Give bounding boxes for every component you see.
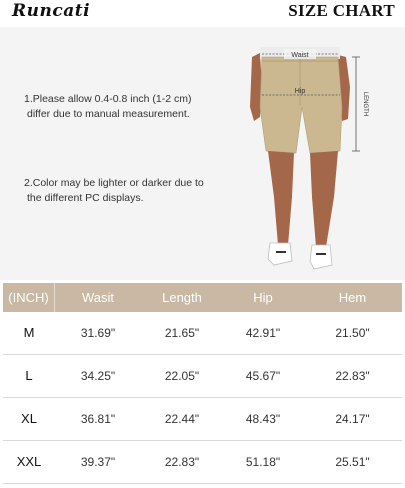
hip-cell: 51.18" xyxy=(245,455,281,469)
hem-cell: 22.83" xyxy=(335,369,370,383)
length-cell: 22.44" xyxy=(164,412,200,426)
length-cell: 21.65" xyxy=(164,326,200,340)
note2-line2: the different PC displays. xyxy=(27,192,144,204)
right-leg xyxy=(310,151,338,247)
waist-cell: 34.25" xyxy=(80,369,116,383)
note1-line1: 1.Please allow 0.4-0.8 inch (1-2 cm) xyxy=(24,93,192,105)
col-unit: (INCH) xyxy=(3,283,55,312)
col-waist: Wasit xyxy=(81,290,115,305)
info-section xyxy=(0,27,405,280)
size-table xyxy=(3,283,402,484)
right-shoe xyxy=(310,245,332,269)
waist-label: Waist xyxy=(291,52,309,59)
hip-cell: 48.43" xyxy=(245,412,281,426)
hem-cell: 25.51" xyxy=(335,455,370,469)
header xyxy=(0,0,405,27)
note1-line2: differ due to manual measurement. xyxy=(27,108,190,120)
waist-cell: 36.81" xyxy=(80,412,116,426)
table-row xyxy=(3,312,402,355)
col-hip: Hip xyxy=(253,290,273,305)
table-header xyxy=(3,283,402,312)
page-title: SIZE CHART xyxy=(288,1,395,20)
hip-cell: 42.91" xyxy=(245,326,281,340)
hip-cell: 45.67" xyxy=(245,369,281,383)
note-manual-measurement xyxy=(24,92,192,122)
hem-cell: 21.50" xyxy=(335,326,370,340)
note2-line1: 2.Color may be lighter or darker due to xyxy=(24,177,204,189)
size-cell: XL xyxy=(21,411,37,426)
table-row xyxy=(3,398,402,441)
brand-logo: Runcati xyxy=(12,1,91,21)
left-shoe xyxy=(268,243,292,265)
table-row xyxy=(3,441,402,484)
size-cell: L xyxy=(25,368,33,383)
length-label: LENGTH xyxy=(362,91,368,117)
waist-cell: 31.69" xyxy=(80,326,116,340)
length-cell: 22.05" xyxy=(164,369,200,383)
table-row xyxy=(3,355,402,398)
length-cell: 22.83" xyxy=(164,455,200,469)
hem-cell: 24.17" xyxy=(335,412,370,426)
size-cell: XXL xyxy=(16,454,42,469)
shorts xyxy=(260,57,342,153)
col-length: Length xyxy=(162,290,202,305)
model-figure xyxy=(240,47,380,277)
left-leg xyxy=(268,151,294,245)
waist-cell: 39.37" xyxy=(80,455,116,469)
hip-label: Hip xyxy=(294,88,306,95)
size-cell: M xyxy=(23,325,35,340)
left-arm xyxy=(250,53,262,121)
note-color-difference xyxy=(24,176,207,206)
col-hem: Hem xyxy=(338,290,367,305)
